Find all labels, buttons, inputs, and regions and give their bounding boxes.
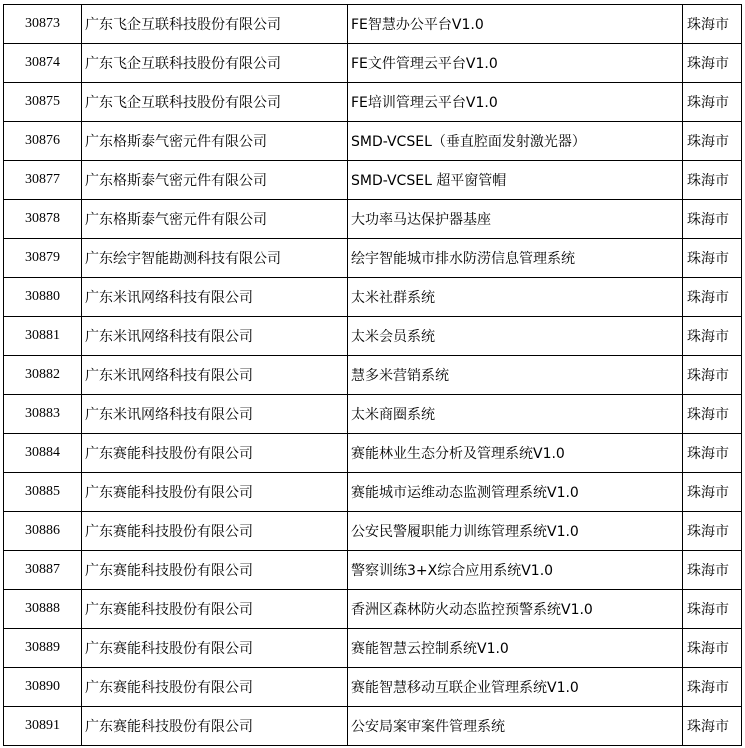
table-row — [4, 200, 742, 239]
cell-record-id: 30890 — [4, 668, 82, 707]
cell-product-name: SMD-VCSEL（垂直腔面发射激光器） — [348, 122, 683, 161]
cell-city: 珠海市 — [683, 239, 742, 278]
cell-city: 珠海市 — [683, 317, 742, 356]
cell-company-name: 广东米讯网络科技有限公司 — [82, 356, 348, 395]
cell-record-id: 30886 — [4, 512, 82, 551]
cell-product-name: 赛能林业生态分析及管理系统V1.0 — [348, 434, 683, 473]
cell-product-name: FE文件管理云平台V1.0 — [348, 44, 683, 83]
cell-company-name: 广东米讯网络科技有限公司 — [82, 317, 348, 356]
cell-company-name: 广东米讯网络科技有限公司 — [82, 278, 348, 317]
cell-product-name: 太米社群系统 — [348, 278, 683, 317]
cell-company-name: 广东格斯泰气密元件有限公司 — [82, 161, 348, 200]
cell-record-id: 30879 — [4, 239, 82, 278]
table-row — [4, 434, 742, 473]
cell-company-name: 广东赛能科技股份有限公司 — [82, 590, 348, 629]
cell-product-name: 绘宇智能城市排水防涝信息管理系统 — [348, 239, 683, 278]
cell-product-name: 香洲区森林防火动态监控预警系统V1.0 — [348, 590, 683, 629]
table-row — [4, 44, 742, 83]
cell-city: 珠海市 — [683, 551, 742, 590]
cell-company-name: 广东飞企互联科技股份有限公司 — [82, 83, 348, 122]
cell-record-id: 30891 — [4, 707, 82, 746]
cell-company-name: 广东赛能科技股份有限公司 — [82, 668, 348, 707]
cell-company-name: 广东赛能科技股份有限公司 — [82, 512, 348, 551]
cell-city: 珠海市 — [683, 278, 742, 317]
cell-city: 珠海市 — [683, 161, 742, 200]
cell-company-name: 广东格斯泰气密元件有限公司 — [82, 200, 348, 239]
table-row — [4, 83, 742, 122]
cell-company-name: 广东赛能科技股份有限公司 — [82, 473, 348, 512]
cell-product-name: SMD-VCSEL 超平窗管帽 — [348, 161, 683, 200]
cell-city: 珠海市 — [683, 5, 742, 44]
cell-record-id: 30878 — [4, 200, 82, 239]
cell-record-id: 30874 — [4, 44, 82, 83]
cell-product-name: 警察训练3+X综合应用系统V1.0 — [348, 551, 683, 590]
cell-product-name: 赛能城市运维动态监测管理系统V1.0 — [348, 473, 683, 512]
cell-product-name: FE智慧办公平台V1.0 — [348, 5, 683, 44]
table-row — [4, 239, 742, 278]
cell-record-id: 30887 — [4, 551, 82, 590]
cell-company-name: 广东赛能科技股份有限公司 — [82, 551, 348, 590]
table-row — [4, 317, 742, 356]
cell-record-id: 30885 — [4, 473, 82, 512]
table-row — [4, 5, 742, 44]
cell-company-name: 广东赛能科技股份有限公司 — [82, 707, 348, 746]
cell-city: 珠海市 — [683, 707, 742, 746]
cell-company-name: 广东米讯网络科技有限公司 — [82, 395, 348, 434]
cell-city: 珠海市 — [683, 122, 742, 161]
cell-city: 珠海市 — [683, 512, 742, 551]
table-row — [4, 707, 742, 746]
cell-city: 珠海市 — [683, 434, 742, 473]
cell-product-name: 太米商圈系统 — [348, 395, 683, 434]
cell-product-name: 太米会员系统 — [348, 317, 683, 356]
table-row — [4, 512, 742, 551]
table-row — [4, 278, 742, 317]
cell-company-name: 广东飞企互联科技股份有限公司 — [82, 44, 348, 83]
cell-city: 珠海市 — [683, 83, 742, 122]
cell-record-id: 30880 — [4, 278, 82, 317]
cell-record-id: 30881 — [4, 317, 82, 356]
cell-product-name: 公安局案审案件管理系统 — [348, 707, 683, 746]
table-row — [4, 551, 742, 590]
table-row — [4, 668, 742, 707]
cell-city: 珠海市 — [683, 44, 742, 83]
cell-record-id: 30884 — [4, 434, 82, 473]
table-row — [4, 122, 742, 161]
product-table — [3, 4, 742, 746]
cell-city: 珠海市 — [683, 473, 742, 512]
cell-record-id: 30877 — [4, 161, 82, 200]
cell-city: 珠海市 — [683, 200, 742, 239]
table-row — [4, 473, 742, 512]
cell-company-name: 广东赛能科技股份有限公司 — [82, 434, 348, 473]
cell-city: 珠海市 — [683, 395, 742, 434]
table-row — [4, 590, 742, 629]
cell-product-name: 赛能智慧云控制系统V1.0 — [348, 629, 683, 668]
cell-company-name: 广东赛能科技股份有限公司 — [82, 629, 348, 668]
cell-city: 珠海市 — [683, 668, 742, 707]
cell-record-id: 30875 — [4, 83, 82, 122]
cell-city: 珠海市 — [683, 356, 742, 395]
cell-city: 珠海市 — [683, 629, 742, 668]
table-row — [4, 629, 742, 668]
cell-record-id: 30883 — [4, 395, 82, 434]
table-row — [4, 395, 742, 434]
cell-record-id: 30889 — [4, 629, 82, 668]
cell-company-name: 广东绘宇智能勘测科技有限公司 — [82, 239, 348, 278]
cell-product-name: 赛能智慧移动互联企业管理系统V1.0 — [348, 668, 683, 707]
cell-record-id: 30876 — [4, 122, 82, 161]
cell-record-id: 30873 — [4, 5, 82, 44]
cell-record-id: 30882 — [4, 356, 82, 395]
cell-company-name: 广东飞企互联科技股份有限公司 — [82, 5, 348, 44]
table-body — [4, 5, 742, 746]
cell-record-id: 30888 — [4, 590, 82, 629]
cell-company-name: 广东格斯泰气密元件有限公司 — [82, 122, 348, 161]
table-row — [4, 356, 742, 395]
cell-product-name: 大功率马达保护器基座 — [348, 200, 683, 239]
cell-city: 珠海市 — [683, 590, 742, 629]
cell-product-name: FE培训管理云平台V1.0 — [348, 83, 683, 122]
cell-product-name: 慧多米营销系统 — [348, 356, 683, 395]
cell-product-name: 公安民警履职能力训练管理系统V1.0 — [348, 512, 683, 551]
table-row — [4, 161, 742, 200]
